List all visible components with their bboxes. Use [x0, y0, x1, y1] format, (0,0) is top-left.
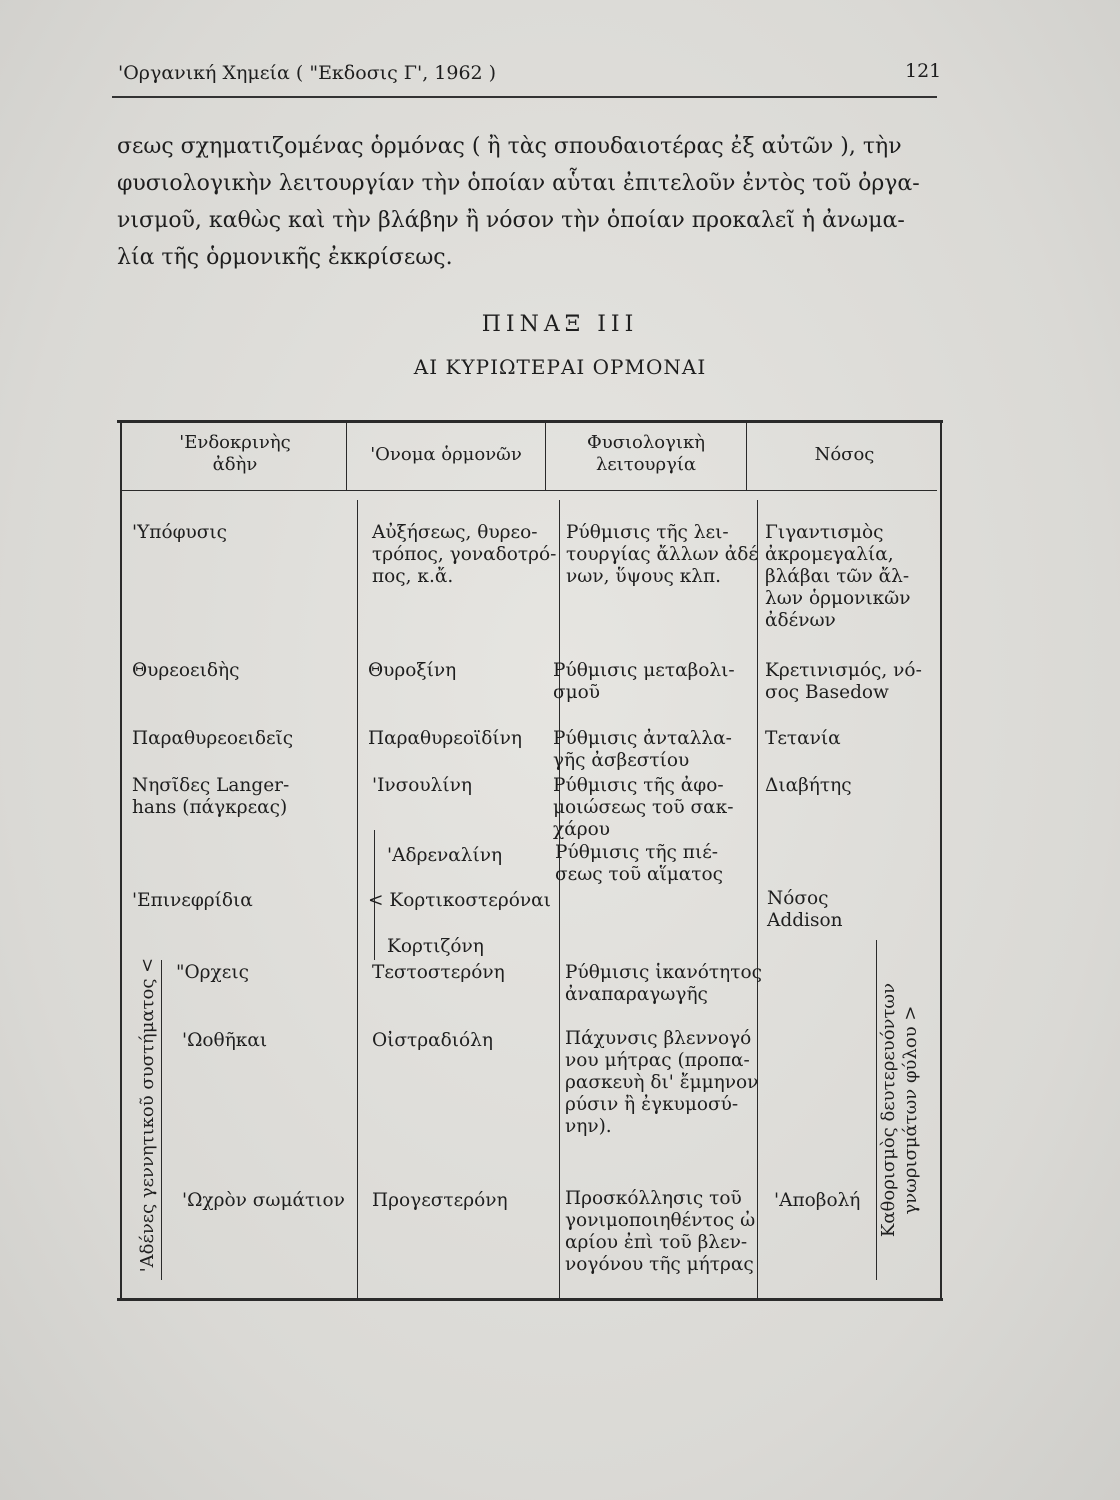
header-rule [112, 96, 937, 98]
cell-gland-langerhans: Νησῖδες Langer- hans (πάγκρεας) [132, 775, 290, 818]
group-label-secondary-sex-characteristics: Καθορισμὸς δευτερευόντων γνωρισμάτων φύλου > [878, 982, 921, 1238]
cell-gland-corpus-luteum: 'Ωχρὸν σωμάτιον [182, 1190, 345, 1211]
cell-gland-parathyroid: Παραθυρεοειδεῖς [132, 728, 294, 749]
cell-function-ovaries: Πάχυνσις βλεννογό νου μήτρας (προπα- ρασκευὴ δι' ἔμμηνον ρύσιν ἢ ἐγκυμοσύ- νην). [565, 1028, 759, 1137]
cell-gland-thyroid: Θυρεοειδὴς [132, 660, 240, 681]
cell-gland-hypophysis: 'Υπόφυσις [132, 522, 228, 543]
cell-function-hypophysis: Ρύθμισις τῆς λει- τουργίας ἄλλων ἀδέ νων, ὕψους κλπ. [566, 522, 758, 587]
paragraph-line: σεως σχηματιζομένας ὁρμόνας ( ἢ τὰς σπουδαιοτέρας ἐξ αὐτῶν ), τὴν [117, 134, 902, 159]
cell-disease-hypophysis: Γιγαντισμὸς ἀκρομεγαλία, βλάβαι τῶν ἄλ- λων ὁρμονικῶν ἀδένων [765, 522, 911, 631]
brace-symbol: < [368, 890, 384, 911]
body-paragraph [117, 128, 947, 276]
paragraph-line: φυσιολογικὴν λειτουργίαν τὴν ὁποίαν αὗται ἐπιτελοῦν ἐντὸς τοῦ ὀργα- [117, 171, 920, 196]
table-header-rule [121, 490, 937, 491]
cell-disease-adrenal: Νόσος Addison [767, 888, 843, 931]
cell-function-parathyroid: Ρύθμισις ἀνταλλα- γῆς ἀσβεστίου [553, 728, 732, 771]
cell-disease-langerhans: Διαβήτης [765, 775, 852, 796]
cell-hormone-corticosterones: < Κορτικοστερόναι [368, 890, 551, 911]
cell-hormone-corpus-luteum: Προγεστερόνη [372, 1190, 508, 1211]
table-subtitle: ΑΙ ΚΥΡΙΩΤΕΡΑΙ ΟΡΜΟΝΑΙ [413, 355, 707, 379]
cell-disease-corpus-luteum: 'Αποβολή [774, 1190, 861, 1211]
header-hormone: 'Ονομα ὁρμονῶν [370, 444, 522, 465]
cell-hormone-ovaries: Οἰστραδιόλη [372, 1030, 493, 1051]
cell-gland-testes: "Ορχεις [176, 962, 249, 983]
header-gland: 'Ενδοκρινὴς ἀδὴν [179, 432, 291, 475]
cell-hormone-adrenaline: 'Αδρεναλίνη [387, 845, 503, 866]
table-right-border [940, 422, 942, 1299]
group-label-reproductive-glands: 'Αδένες γεννητικοῦ συστήματος < [137, 957, 158, 1273]
column-divider [746, 422, 747, 490]
cell-function-testes: Ρύθμισις ἱκανότητος ἀναπαραγωγῆς [565, 962, 762, 1005]
group-divider [876, 940, 877, 1280]
cell-hormone-hypophysis: Αὐξήσεως, θυρεο- τρόπος, γοναδοτρό- πος, κ.ἄ. [372, 522, 557, 587]
column-divider [757, 500, 758, 1298]
cell-hormone-thyroid: Θυροξίνη [368, 660, 457, 681]
cell-function-langerhans: Ρύθμισις τῆς ἀφο- μοιώσεως τοῦ σακ- χάρου [553, 775, 734, 840]
table-bottom-rule [117, 1298, 943, 1301]
header-disease: Νόσος [814, 444, 875, 465]
cell-hormone-parathyroid: Παραθυρεοϊδίνη [368, 728, 522, 749]
table-left-border [120, 422, 122, 1299]
table-top-rule [117, 420, 943, 423]
column-divider [346, 422, 347, 490]
running-title: 'Οργανική Χημεία ( "Εκδοσις Γ', 1962 ) [118, 62, 497, 84]
group-divider [161, 960, 162, 1280]
cell-gland-adrenal: 'Επινεφρίδια [132, 890, 253, 911]
cell-function-adrenal: Ρύθμισις τῆς πιέ- σεως τοῦ αἵματος [555, 842, 724, 885]
cell-disease-thyroid: Κρετινισμός, νό- σος Basedow [765, 660, 922, 703]
page-number: 121 [905, 60, 942, 82]
cell-function-thyroid: Ρύθμισις μεταβολι- σμοῦ [553, 660, 735, 703]
cell-hormone-testes: Τεστοστερόνη [372, 962, 505, 983]
cell-gland-ovaries: 'Ωοθῆκαι [182, 1030, 268, 1051]
cell-hormone-cortisone: Κορτιζόνη [387, 936, 484, 957]
cell-disease-parathyroid: Τετανία [765, 728, 841, 749]
cell-function-corpus-luteum: Προσκόλλησις τοῦ γονιμοποιηθέντος ὠ αρίου ἐπὶ τοῦ βλεν- νογόνου τῆς μήτρας [565, 1188, 756, 1275]
paragraph-line: λία τῆς ὁρμονικῆς ἐκκρίσεως. [117, 245, 453, 270]
header-function: Φυσιολογικὴ λειτουργία [587, 432, 705, 475]
table-caption: ΠΙΝΑΞ III [481, 312, 639, 337]
column-divider [545, 422, 546, 490]
column-divider [559, 500, 560, 1298]
paragraph-line: νισμοῦ, καθὼς καὶ τὴν βλάβην ἢ νόσον τὴν ὁποίαν προκαλεῖ ἡ ἀνωμα- [117, 208, 905, 233]
cell-hormone-langerhans: 'Ινσουλίνη [372, 775, 472, 796]
column-divider [357, 500, 358, 1298]
